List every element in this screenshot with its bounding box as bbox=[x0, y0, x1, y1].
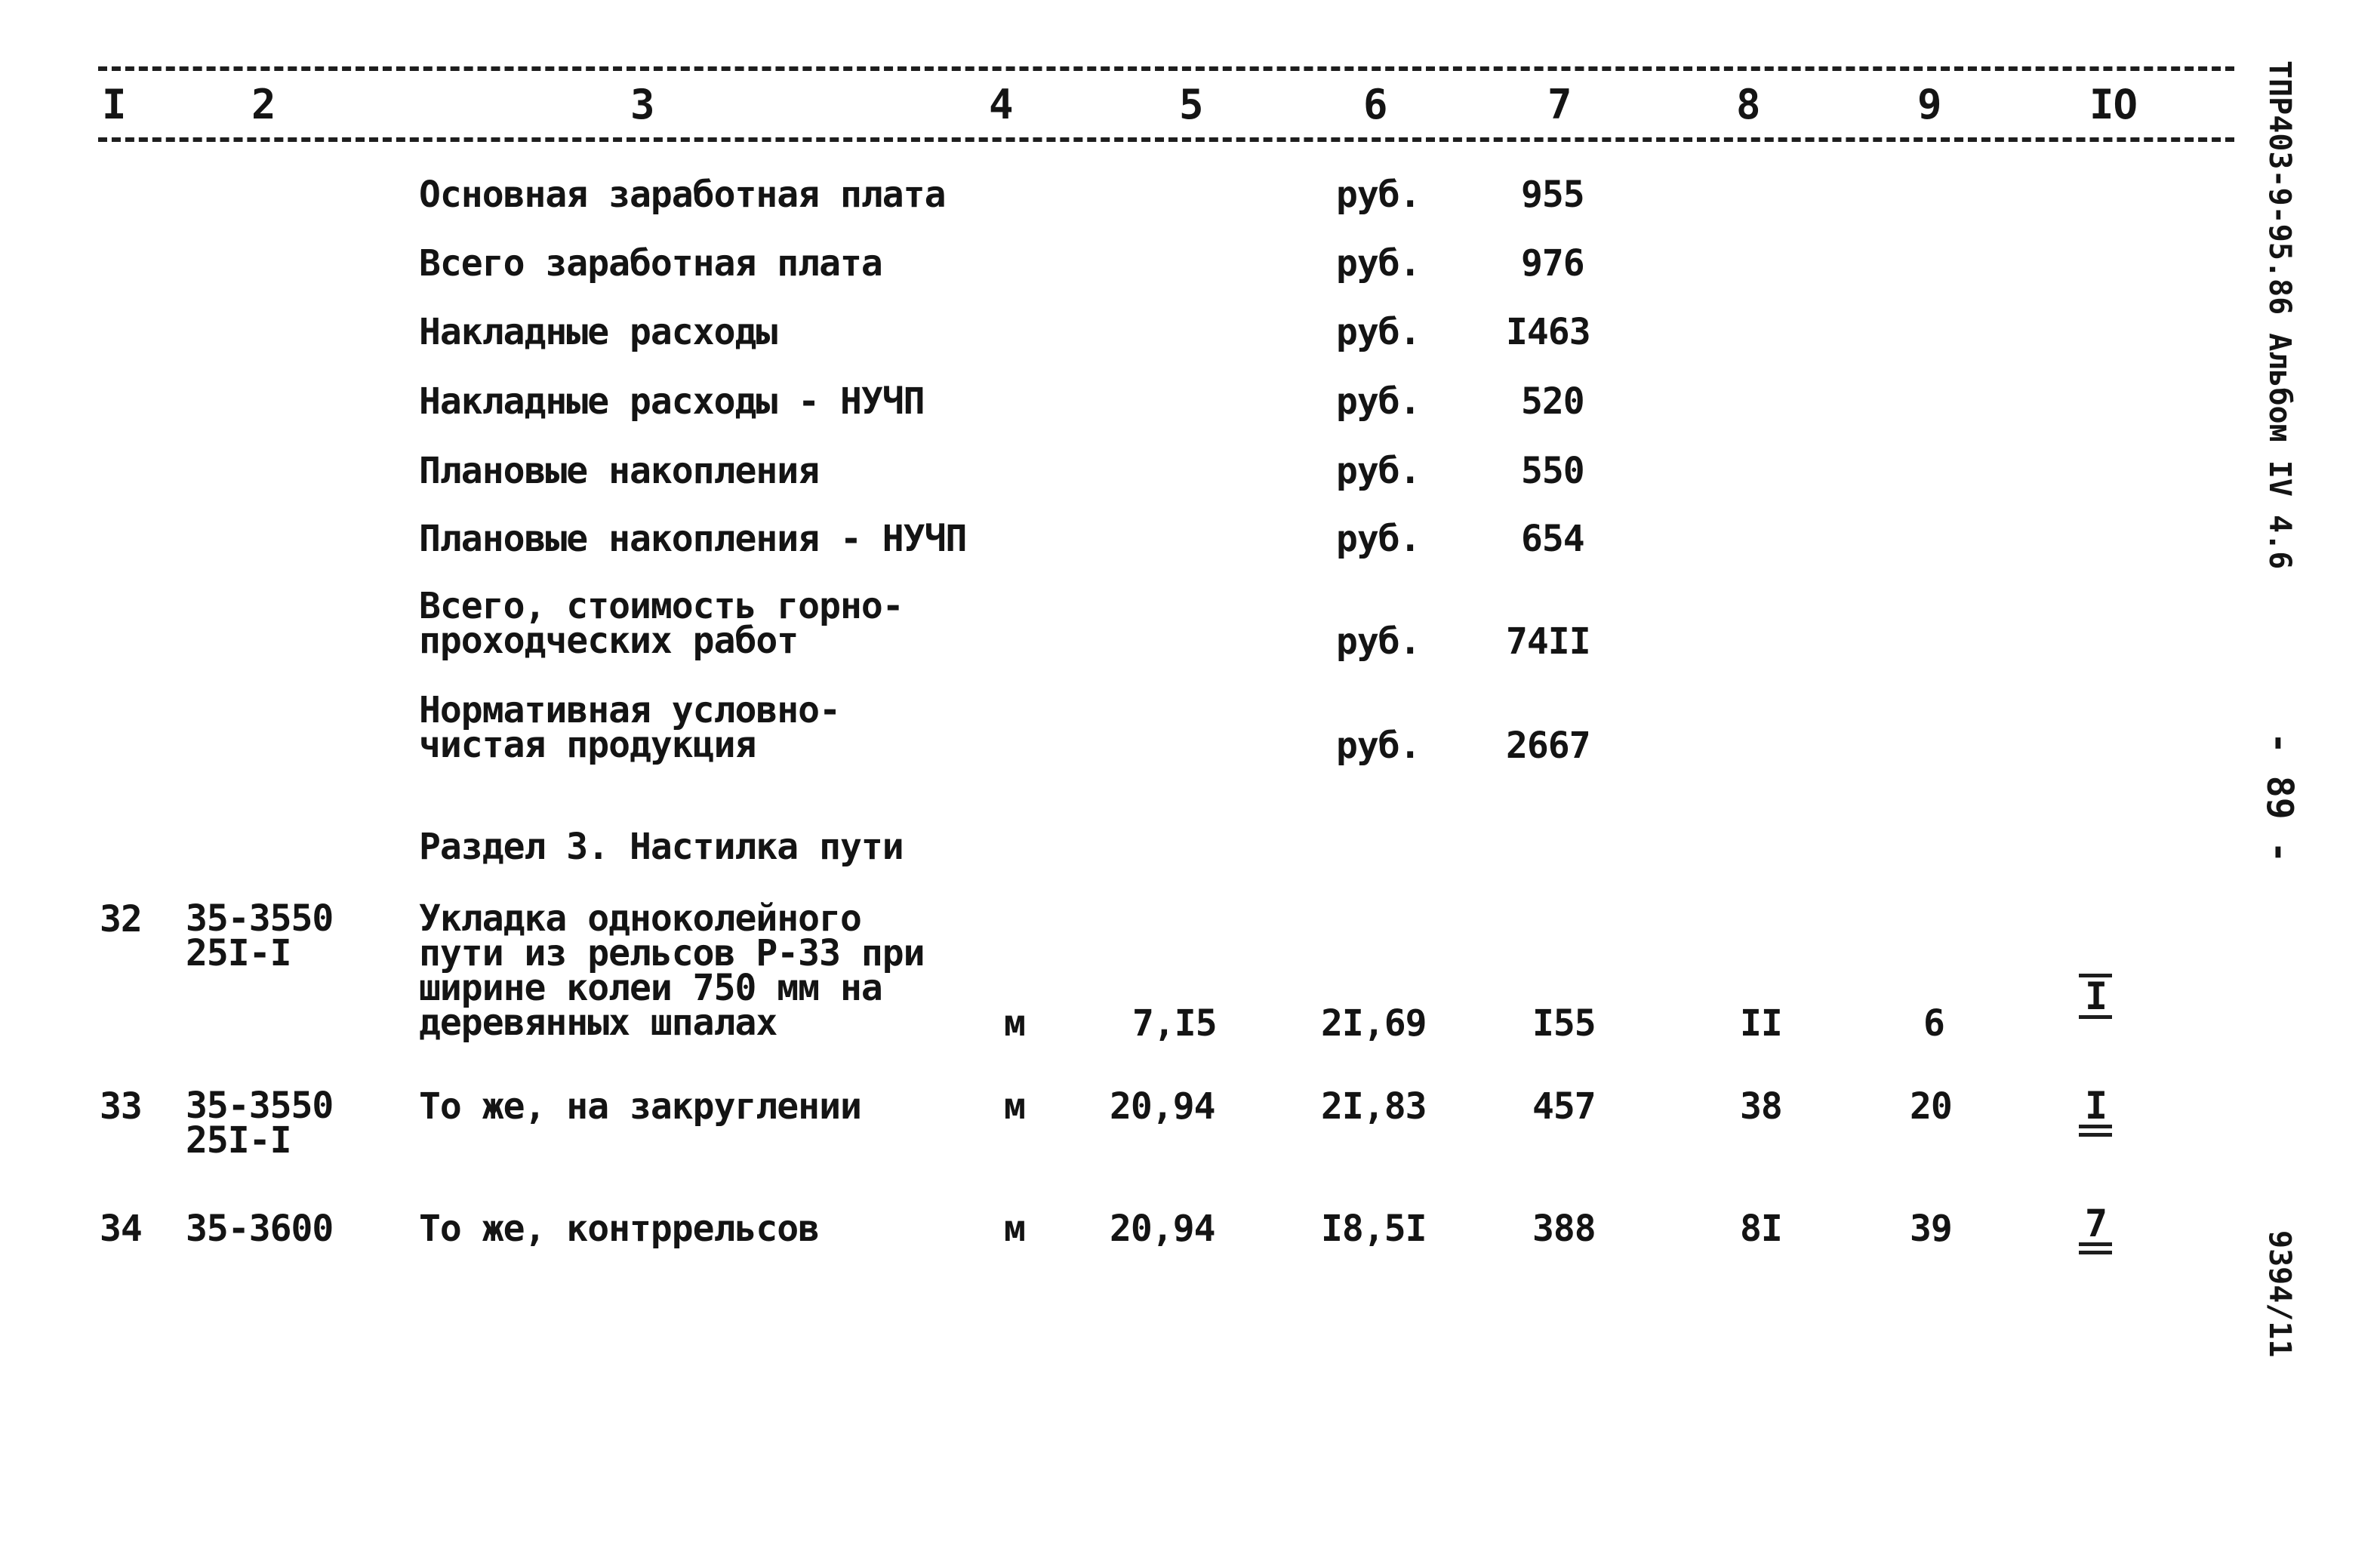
summary-value: I463 bbox=[1506, 311, 1590, 353]
summary-label: Плановые накопления - НУЧП bbox=[419, 518, 967, 560]
col-header-5: 5 bbox=[1179, 81, 1203, 128]
item-cost: I55 bbox=[1532, 1002, 1596, 1045]
summary-unit: руб. bbox=[1336, 725, 1421, 767]
item-code-line: 35-3550 bbox=[186, 1085, 334, 1127]
summary-label: Основная заработная плата bbox=[419, 174, 946, 216]
item-col9: 20 bbox=[1910, 1085, 1952, 1128]
summary-label-line: Нормативная условно- bbox=[419, 689, 840, 731]
col-header-4: 4 bbox=[989, 81, 1013, 128]
summary-value: 2667 bbox=[1506, 725, 1590, 767]
summary-value: 550 bbox=[1521, 450, 1584, 492]
col-header-1: I bbox=[102, 81, 126, 128]
item-number: 33 bbox=[100, 1085, 142, 1128]
col-header-10: IO bbox=[2089, 81, 2138, 128]
item-desc-line: деревянных шпалах bbox=[419, 1002, 777, 1044]
item-desc-line: То же, на закруглении bbox=[419, 1085, 861, 1128]
col-header-8: 8 bbox=[1736, 81, 1760, 128]
item-col10: 7 bbox=[2085, 1202, 2108, 1245]
item-col10: I bbox=[2085, 1084, 2108, 1128]
item-col8: 8I bbox=[1740, 1208, 1782, 1250]
item-unit: м bbox=[1004, 1002, 1025, 1045]
summary-label-line: проходческих работ bbox=[419, 620, 799, 662]
section-title: Раздел 3. Настилка пути bbox=[419, 826, 904, 868]
summary-label: Всего заработная плата bbox=[419, 242, 882, 285]
header-top-rule bbox=[98, 66, 2234, 80]
item-qty: 20,94 bbox=[1110, 1085, 1215, 1128]
item-col9: 39 bbox=[1910, 1208, 1952, 1250]
item-code-line: 25I-I bbox=[186, 932, 291, 974]
summary-unit: руб. bbox=[1336, 174, 1421, 216]
item-col8: 38 bbox=[1740, 1085, 1782, 1128]
col-header-7: 7 bbox=[1547, 81, 1572, 128]
summary-value: 955 bbox=[1521, 174, 1584, 216]
item-desc-line: пути из рельсов Р-33 при bbox=[419, 932, 925, 974]
summary-unit: руб. bbox=[1336, 620, 1421, 663]
summary-value: 976 bbox=[1521, 242, 1584, 285]
col-header-6: 6 bbox=[1363, 81, 1387, 128]
summary-unit: руб. bbox=[1336, 518, 1421, 560]
item-unit: м bbox=[1004, 1208, 1025, 1250]
item-unit: м bbox=[1004, 1085, 1025, 1128]
side-page-number: - 89 - bbox=[2258, 732, 2301, 863]
item-number: 32 bbox=[100, 898, 142, 940]
summary-value: 654 bbox=[1521, 518, 1584, 560]
summary-unit: руб. bbox=[1336, 242, 1421, 285]
item-price: I8,5I bbox=[1321, 1208, 1427, 1250]
side-archive-number: 9394/11 bbox=[2262, 1230, 2297, 1358]
item-code-line: 25I-I bbox=[186, 1119, 291, 1162]
item-code-line: 35-3550 bbox=[186, 897, 334, 940]
item-desc-line: То же, контррельсов bbox=[419, 1208, 820, 1250]
item-col10-mark bbox=[2085, 974, 2112, 1019]
summary-unit: руб. bbox=[1336, 380, 1421, 423]
item-qty: 20,94 bbox=[1110, 1208, 1215, 1250]
col-header-3: 3 bbox=[630, 81, 654, 128]
side-doc-reference: ТПР403-9-95.86 Альбом IV 4.6 bbox=[2262, 60, 2297, 570]
summary-value: 520 bbox=[1521, 380, 1584, 423]
item-col10-mark bbox=[2085, 1084, 2112, 1137]
summary-unit: руб. bbox=[1336, 311, 1421, 353]
summary-label: Накладные расходы - НУЧП bbox=[419, 380, 925, 423]
item-col10: I bbox=[2085, 974, 2108, 1018]
summary-unit: руб. bbox=[1336, 450, 1421, 492]
summary-label: Плановые накопления bbox=[419, 450, 820, 492]
col-header-2: 2 bbox=[251, 81, 276, 128]
summary-value: 74II bbox=[1506, 620, 1590, 663]
item-code-line: 35-3600 bbox=[186, 1208, 334, 1250]
item-price: 2I,69 bbox=[1321, 1002, 1427, 1045]
item-cost: 388 bbox=[1532, 1208, 1596, 1250]
summary-label-line: Всего, стоимость горно- bbox=[419, 585, 904, 627]
item-col8: II bbox=[1740, 1002, 1782, 1045]
item-qty: 7,I5 bbox=[1132, 1002, 1217, 1045]
item-cost: 457 bbox=[1532, 1085, 1596, 1128]
summary-label: Накладные расходы bbox=[419, 311, 777, 353]
summary-label-line: чистая продукция bbox=[419, 724, 756, 766]
item-desc-line: ширине колеи 750 мм на bbox=[419, 967, 882, 1009]
item-number: 34 bbox=[100, 1208, 142, 1250]
col-header-9: 9 bbox=[1917, 81, 1941, 128]
item-col10-mark bbox=[2085, 1202, 2112, 1254]
item-desc-line: Укладка одноколейного bbox=[419, 897, 861, 940]
item-col9: 6 bbox=[1923, 1002, 1944, 1045]
header-bottom-rule bbox=[98, 137, 2234, 151]
item-price: 2I,83 bbox=[1321, 1085, 1427, 1128]
